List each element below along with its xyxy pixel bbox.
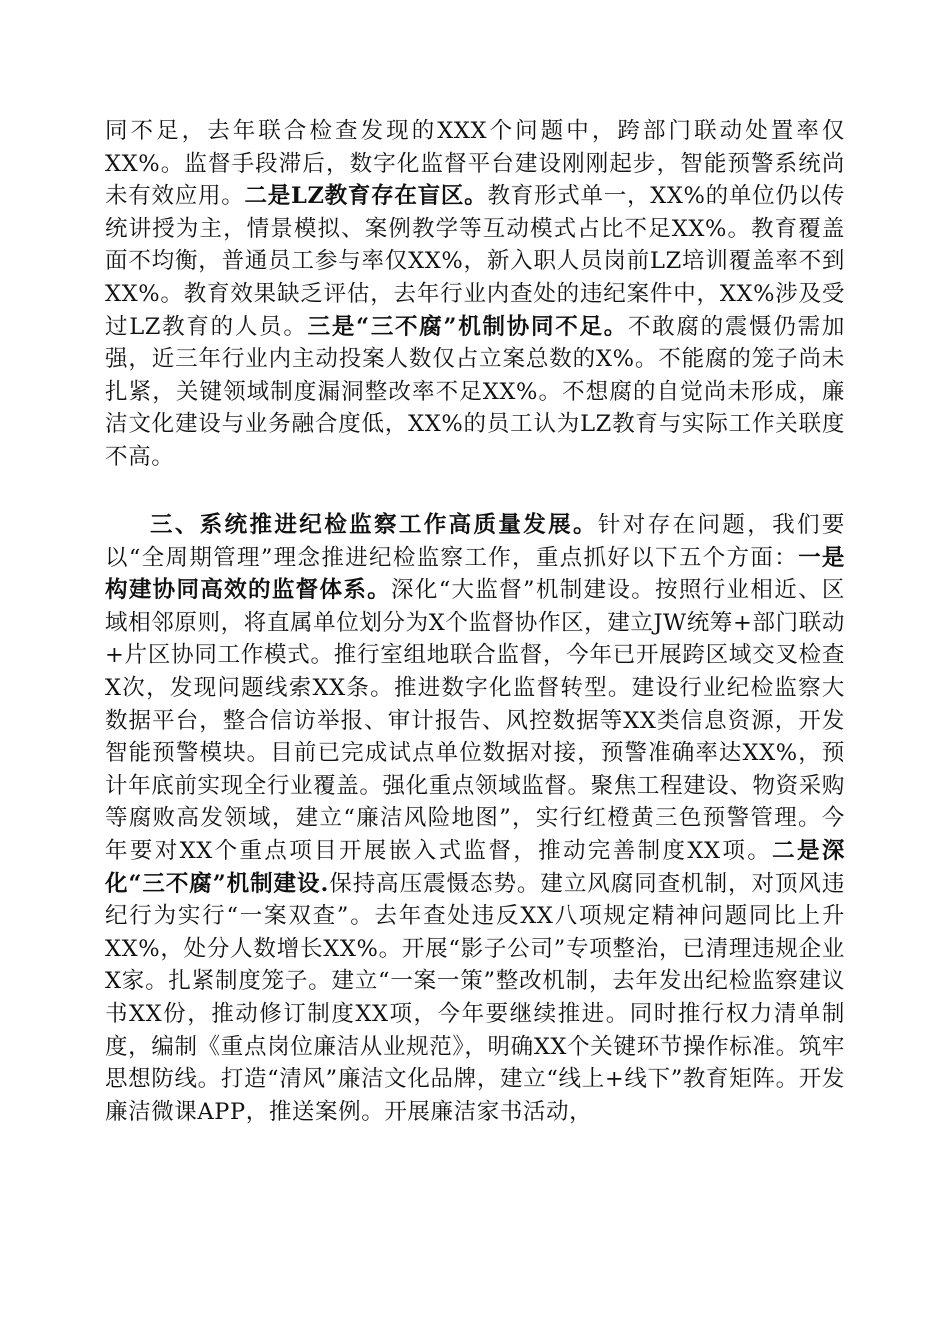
paragraph-text: 不敢腐的震慑仍需加强，近三年行业内主动投案人数仅占立案总数的X%。不能腐的笼子尚未扎紧，关键领域制度漏洞整改率不足XX%。不想腐的自觉尚未形成，廉洁文化建设与业务融合度低，XX%的员工认为LZ教育与实际工作关联度不高。 (105, 313, 845, 470)
paragraph-text: 同不足，去年联合检查发现的XXX个问题中，跨部门联动处置率仅XX%。监督手段滞后，数字化监督平台建设刚刚起步，智能预警系统尚未有效应用。 (105, 118, 845, 210)
paragraph-text: 针对存在问题，我们要以“全周期管理”理念推进纪检监察工作，重点抓好以下五个方面： (105, 512, 845, 571)
paragraph-text: 教育形式单一，XX%的单位仍以传统讲授为主，情景模拟、案例教学等互动模式占比不足XX%。教育覆盖面不均衡，普通员工参与率仅XX%，新入职人员岗前LZ培训覆盖率不到XX%。教育效果缺乏评估，去年行业内查处的违纪案件中，XX%涉及受过LZ教育的人员。 (105, 183, 845, 340)
section-heading-three: 三、系统推进纪检监察工作高质量发展。 (150, 512, 598, 538)
paragraph-text: 深化“大监督”机制建设。按照行业相近、区域相邻原则，将直属单位划分为X个监督协作区，建立JW统筹+部门联动+片区协同工作模式。推行室组地联合监督，今年已开展跨区域交叉检查X次，发现问题线索XX条。推进数字化监督转型。建设行业纪检监察大数据平台，整合信访举报、审计报告、风控数据等XX类信息资源，开发智能预警模块。目前已完成试点单位数据对接，预警准确率达XX%，预计年底前实现全行业覆盖。强化重点领域监督。聚焦工程建设、物资采购等腐败高发领域，建立“廉洁风险地图”，实行红橙黄三色预警管理。今年要对XX个重点项目开展嵌入式监督，推动完善制度XX项。 (105, 577, 845, 864)
bold-heading-three-no-corruption: 三是“三不腐”机制协同不足。 (307, 313, 628, 340)
paragraph-text: 保持高压震慑态势。建立风腐同查机制，对顶风违纪行为实行“一案双查”。去年查处违反XX八项规定精神问题同比上升XX%，处分人数增长XX%。开展“影子公司”专项整治，已清理违规企业X家。扎紧制度笼子。建立“一案一策”整改机制，去年发出纪检监察建议书XX份，推动修订制度XX项，今年要继续推进。同时推行权力清单制度，编制《重点岗位廉洁从业规范》，明确XX个关键环节操作标准。筑牢思想防线。打造“清风”廉洁文化品牌，建立“线上+线下”教育矩阵。开发廉洁微课APP，推送案例。开展廉洁家书活动， (105, 870, 845, 1125)
bold-heading-mechanism-building: 二是深化“三不腐”机制建设. (105, 837, 845, 897)
bold-heading-supervision-system: 一是构建协同高效的监督体系。 (105, 544, 845, 604)
bold-heading-lz-education: 二是LZ教育存在盲区。 (244, 183, 488, 210)
body-paragraph-section-three (105, 509, 845, 1128)
body-paragraph-problems (105, 115, 845, 474)
